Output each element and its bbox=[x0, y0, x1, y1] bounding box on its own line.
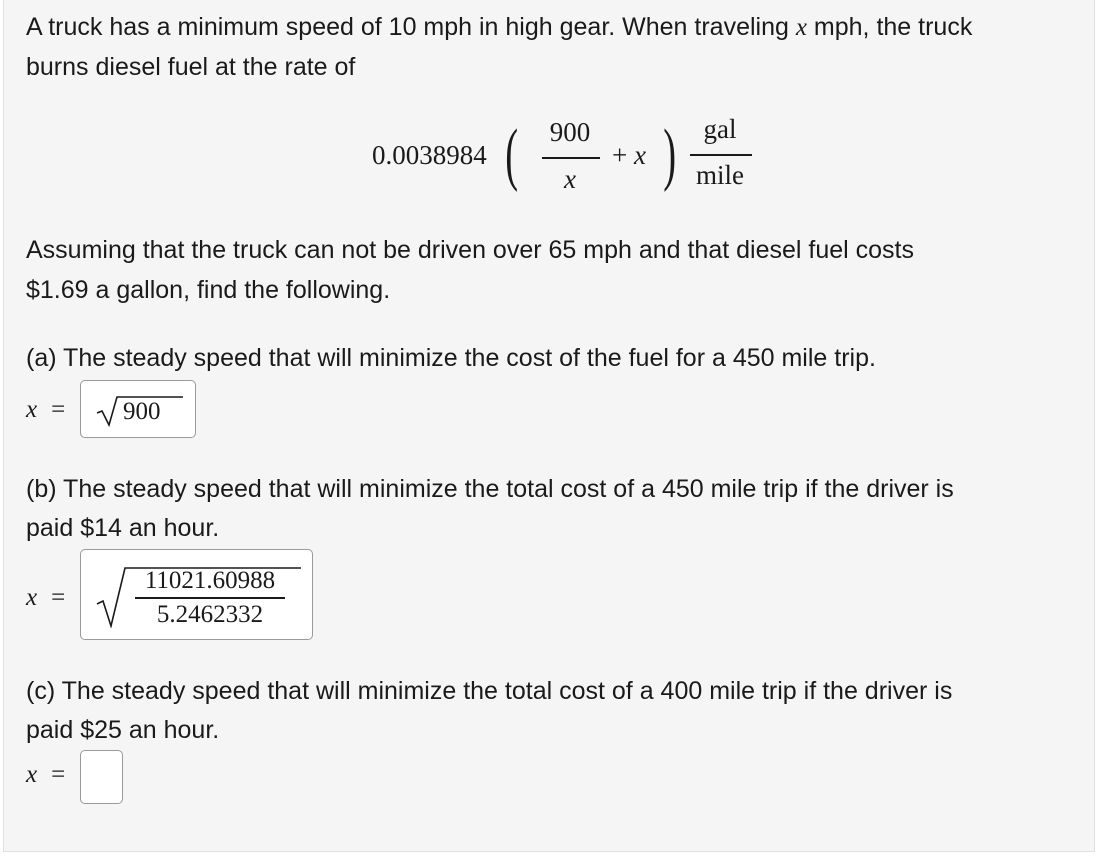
assumption-line-1: Assuming that the truck can not be driven over 65 mph and that diesel fuel costs bbox=[26, 236, 915, 264]
part-b-fraction-bar bbox=[135, 597, 285, 599]
right-paren: ) bbox=[663, 116, 677, 193]
part-a-answer-box[interactable] bbox=[80, 380, 196, 438]
part-c-question-line-1: (c) The steady speed that will minimize the total cost of a 400 mile trip if the driver is bbox=[26, 677, 953, 705]
part-b-label: x = bbox=[26, 584, 66, 611]
part-b-question-line-1: (b) The steady speed that will minimize the total cost of a 450 mile trip if the driver is bbox=[26, 475, 954, 503]
problem-panel bbox=[3, 0, 1095, 852]
left-paren: ( bbox=[505, 116, 519, 193]
part-a-radicand: 900 bbox=[123, 398, 161, 425]
formula-denominator: x bbox=[564, 164, 576, 194]
part-b-numerator: 11021.60988 bbox=[144, 567, 276, 594]
fuel-rate-formula bbox=[372, 112, 772, 202]
intro-line-1: A truck has a minimum speed of 10 mph in high gear. When traveling x mph, the truck bbox=[26, 13, 973, 41]
part-b-denominator: 5.2462332 bbox=[156, 601, 264, 628]
intro-line-2: burns diesel fuel at the rate of bbox=[26, 53, 356, 81]
formula-plus-term: + x bbox=[612, 140, 646, 170]
part-a-label: x = bbox=[26, 396, 66, 423]
part-c-question-line-2: paid $25 an hour. bbox=[26, 716, 220, 744]
part-b-question-line-2: paid $14 an hour. bbox=[26, 514, 220, 542]
part-b-answer-box[interactable] bbox=[80, 549, 313, 640]
unit-fraction-bar bbox=[690, 154, 752, 156]
unit-numerator: gal bbox=[703, 114, 737, 144]
part-c-label: x = bbox=[26, 761, 66, 788]
formula-coefficient: 0.0038984 bbox=[372, 140, 487, 170]
unit-denominator: mile bbox=[696, 160, 744, 190]
assumption-line-2: $1.69 a gallon, find the following. bbox=[26, 276, 391, 304]
formula-fraction-bar bbox=[542, 157, 600, 159]
formula-numerator: 900 bbox=[549, 117, 591, 147]
part-a-question: (a) The steady speed that will minimize the cost of the fuel for a 450 mile trip. bbox=[26, 344, 876, 372]
part-c-answer-input[interactable] bbox=[80, 750, 123, 804]
